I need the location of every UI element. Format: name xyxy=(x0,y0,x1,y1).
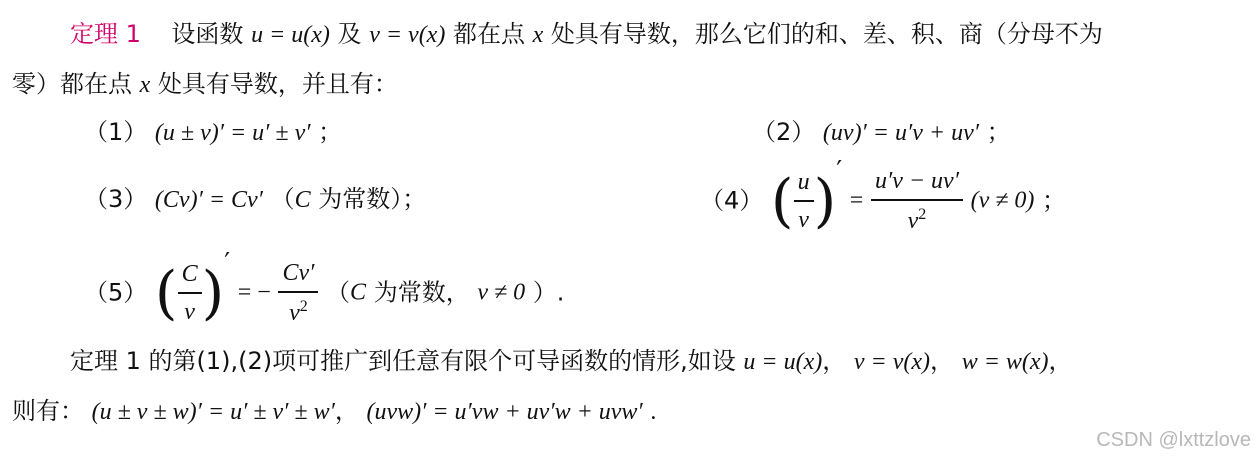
formula-2 xyxy=(752,120,1011,145)
left-paren: ( xyxy=(770,166,794,235)
extension-eq-w: w = w(x) xyxy=(961,349,1049,375)
extension-sep-2: ， xyxy=(930,347,955,375)
formula-5-rhs-den-wrap xyxy=(278,293,318,325)
formula-2-end: ； xyxy=(986,118,1011,146)
formula-3-C: C xyxy=(294,187,311,213)
left-paren-5: ( xyxy=(154,258,178,327)
extension-eq-v: v = v(x) xyxy=(853,349,931,375)
right-paren: ) xyxy=(813,166,837,235)
formula-5-rhs-frac xyxy=(278,261,318,325)
extension-expr-1: (u ± v ± w)′ = u′ ± v′ ± w′ xyxy=(91,399,335,425)
extension-text-2: 则有： xyxy=(12,397,84,425)
formula-5-rhs-den: v xyxy=(289,299,300,326)
formula-3-note-open: （ xyxy=(270,185,295,213)
right-paren-5: ) xyxy=(201,258,225,327)
prime-mark: ′ xyxy=(836,156,843,186)
prime-mark-5: ′ xyxy=(224,248,231,278)
theorem-text-3: 处具有导数，那么它们的和、差、积、商（分母不为 xyxy=(550,20,1103,48)
formula-2-label: （2） xyxy=(752,118,816,146)
formula-5-rhs-num: Cv′ xyxy=(278,261,318,293)
theorem-text-1: 设函数 xyxy=(171,20,244,48)
theorem-label: 定理 1 xyxy=(70,20,141,48)
formula-5-note-end: ）. xyxy=(532,278,565,307)
formula-4-cond: (v ≠ 0) xyxy=(970,187,1035,214)
formula-5-note-open: （ xyxy=(326,278,351,307)
formula-4-end: ； xyxy=(1042,186,1067,215)
formula-1-expr: (u ± v)′ = u′ ± v′ xyxy=(154,120,311,146)
formula-4-rhs-num: u′v − uv′ xyxy=(871,169,963,201)
formula-3-note: 为常数）； xyxy=(318,185,427,213)
theorem-line-1 xyxy=(70,22,1103,47)
formula-5-cond: v ≠ 0 xyxy=(477,279,526,306)
eq-u-def: u = u(x) xyxy=(251,22,330,48)
formula-4 xyxy=(700,158,1066,233)
extension-sep-1: ， xyxy=(822,347,847,375)
formula-5-lhs-num: C xyxy=(178,262,202,294)
formula-5-C: C xyxy=(350,279,367,306)
extension-sep-3: ， xyxy=(1048,347,1073,375)
formula-4-rhs-frac xyxy=(871,169,963,233)
formula-4-lhs-frac xyxy=(794,170,814,232)
formula-1 xyxy=(84,120,342,145)
extension-expr-2: (uvw)′ = u′vw + uv′w + uvw′ xyxy=(366,399,643,425)
formula-5 xyxy=(84,250,564,325)
square-exponent: 2 xyxy=(918,205,927,223)
eq-v-def: v = v(x) xyxy=(369,22,446,48)
formula-5-lhs-den: v xyxy=(184,298,195,325)
var-x-2: x xyxy=(139,72,151,98)
formula-4-lhs-den: v xyxy=(798,206,809,233)
formula-4-lhs-num: u xyxy=(794,170,814,202)
theorem-text-4: 零）都在点 xyxy=(12,70,132,98)
extension-line-2 xyxy=(12,399,656,424)
equals-sign: = xyxy=(849,187,864,214)
formula-5-lhs-frac xyxy=(178,262,202,324)
formula-3-label: （3） xyxy=(84,185,148,213)
formula-3-expr: (Cv)′ = Cv′ xyxy=(154,187,263,213)
formula-5-note-mid: 为常数， xyxy=(373,278,470,307)
extension-end: . xyxy=(650,399,657,425)
formula-2-expr: (uv)′ = u′v + uv′ xyxy=(822,120,980,146)
theorem-line-2 xyxy=(12,72,398,97)
var-x: x xyxy=(532,22,544,48)
formula-1-label: （1） xyxy=(84,118,148,146)
extension-sep-4: ， xyxy=(334,397,359,425)
formula-4-rhs-den: v xyxy=(907,207,919,234)
formula-4-rhs-den-wrap xyxy=(871,201,963,233)
theorem-text-2: 都在点 xyxy=(452,20,525,48)
watermark: CSDN @lxttzlove xyxy=(1096,429,1251,451)
square-exponent-5: 2 xyxy=(299,297,308,315)
formula-3 xyxy=(84,187,426,212)
extension-text-1: 定理 1 的第(1),(2)项可推广到任意有限个可导函数的情形,如设 xyxy=(70,347,736,375)
formula-5-label: （5） xyxy=(84,278,148,307)
extension-line-1 xyxy=(70,349,1073,374)
extension-eq-u: u = u(x) xyxy=(743,349,823,375)
formula-1-end: ； xyxy=(318,118,343,146)
formula-4-label: （4） xyxy=(700,186,764,215)
theorem-and: 及 xyxy=(337,20,362,48)
equals-minus: = − xyxy=(237,279,271,306)
theorem-text-5: 处具有导数，并且有： xyxy=(157,70,398,98)
